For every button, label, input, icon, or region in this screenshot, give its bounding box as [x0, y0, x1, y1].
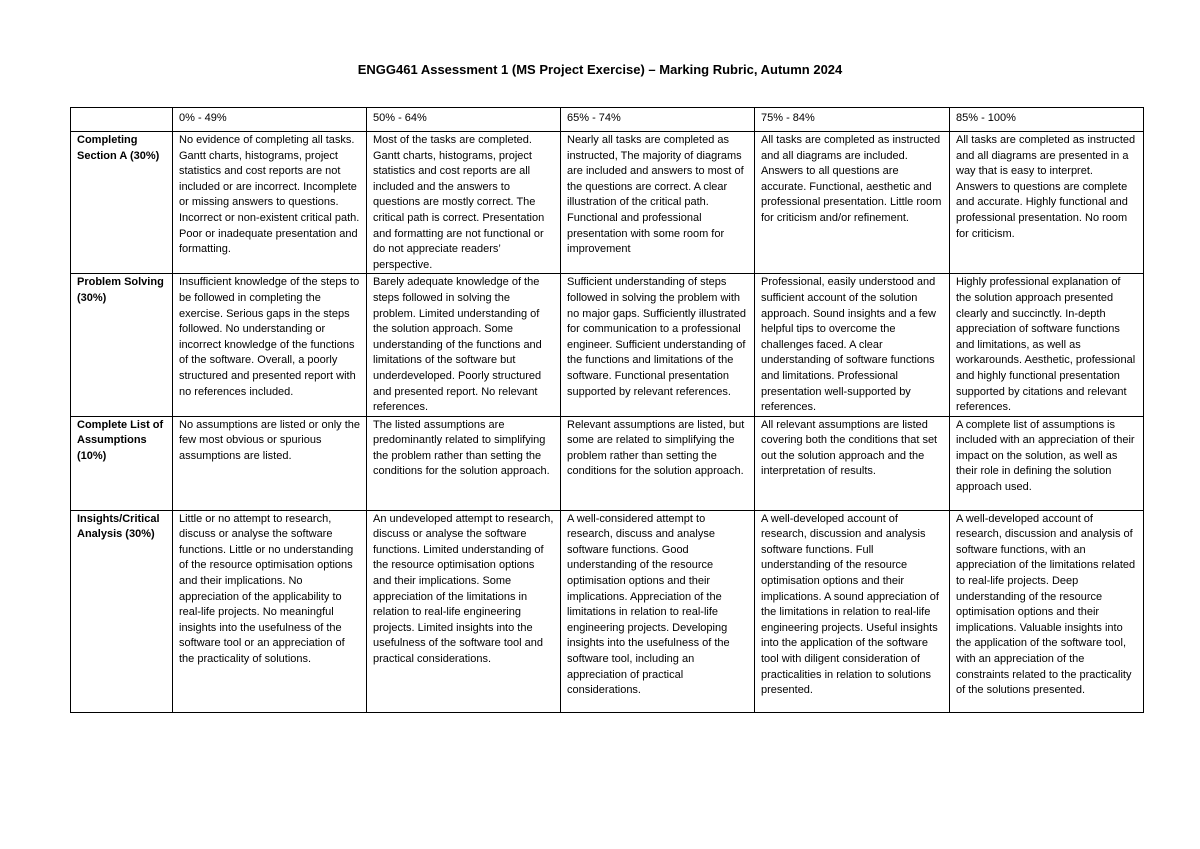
descriptor-cell: Sufficient understanding of steps followed in solving the problem with no major gaps. Sufficiently illustrated for communication to a professional engineer. Sufficient understanding of the functions and limitations of the software. Functional presentation supported by relevant references.: [561, 274, 755, 416]
criterion-cell: Complete List of Assumptions (10%): [71, 416, 173, 510]
descriptor-cell: An undeveloped attempt to research, discuss or analyse the software functions. Limited understanding of the resource optimisation options and their implications. Some appreciation of the limitations in relation to real-life engineering projects. Limited insights into the usefulness of the software tool and practical considerations.: [367, 510, 561, 712]
header-cell-65-74: 65% - 74%: [561, 108, 755, 132]
descriptor-cell: Highly professional explanation of the solution approach presented clearly and succinctly. In-depth appreciation of software functions and limitations, as well as workarounds. Aesthetic, professional and highly functional presentation supported by citations and relevant references.: [950, 274, 1144, 416]
table-row-insights-critical-analysis: [71, 510, 1144, 712]
descriptor-cell: All tasks are completed as instructed and all diagrams are presented in a way that is easy to interpret. Answers to questions are complete and accurate. Highly functional and professional presentation. No room for criticism.: [950, 132, 1144, 274]
header-cell-0-49: 0% - 49%: [173, 108, 367, 132]
header-row: [71, 108, 1144, 132]
criterion-cell: Insights/Critical Analysis (30%): [71, 510, 173, 712]
descriptor-cell: A well-considered attempt to research, discuss and analyse software functions. Good understanding of the resource optimisation options and their implications. Appreciation of the limitations in relation to real-life engineering projects. Developing insights into the usefulness of the software tool, including an appreciation of practical considerations.: [561, 510, 755, 712]
criterion-cell: Completing Section A (30%): [71, 132, 173, 274]
criterion-cell: Problem Solving (30%): [71, 274, 173, 416]
descriptor-cell: Most of the tasks are completed. Gantt charts, histograms, project statistics and cost reports are all included and the answers to questions are mostly correct. The critical path is correct. Presentation and formatting are not functional or do not appreciate readers’ perspective.: [367, 132, 561, 274]
document-title: ENGG461 Assessment 1 (MS Project Exercise) – Marking Rubric, Autumn 2024: [357, 62, 843, 77]
descriptor-cell: All relevant assumptions are listed covering both the conditions that set out the solution approach and the interpretation of results.: [755, 416, 950, 510]
descriptor-cell: Barely adequate knowledge of the steps followed in solving the problem. Limited understanding of the solution approach. Some understanding of the functions and limitations of the software but underdeveloped. Poorly structured and presented report. No relevant references.: [367, 274, 561, 416]
descriptor-cell: A complete list of assumptions is included with an appreciation of their impact on the solution, as well as their role in defining the solution approach used.: [950, 416, 1144, 510]
descriptor-cell: The listed assumptions are predominantly related to simplifying the problem rather than setting the conditions for the solution approach.: [367, 416, 561, 510]
header-cell-50-64: 50% - 64%: [367, 108, 561, 132]
descriptor-cell: All tasks are completed as instructed and all diagrams are included. Answers to all questions are accurate. Functional, aesthetic and professional presentation. Little room for criticism and/or refinement.: [755, 132, 950, 274]
descriptor-cell: No evidence of completing all tasks. Gantt charts, histograms, project statistics and cost reports are not included or are incorrect. Incomplete or missing answers to questions. Incorrect or non-existent critical path. Poor or inadequate presentation and formatting.: [173, 132, 367, 274]
marking-rubric-table: [70, 107, 1144, 713]
descriptor-cell: A well-developed account of research, discussion and analysis of software functions, with an appreciation of the limitations related to real-life projects. Deep understanding of the resource optimisation options and their implications. Valuable insights into the application of the software tool, with an appreciation of the constraints related to the practicality of the solutions presented.: [950, 510, 1144, 712]
descriptor-cell: Relevant assumptions are listed, but some are related to simplifying the problem rather than setting the conditions for the solution approach.: [561, 416, 755, 510]
descriptor-cell: Nearly all tasks are completed as instructed, The majority of diagrams are included and answers to most of the questions are correct. A clear illustration of the critical path. Functional and professional presentation with some room for improvement: [561, 132, 755, 274]
table-row-completing-section-a: [71, 132, 1144, 274]
descriptor-cell: No assumptions are listed or only the few most obvious or spurious assumptions are listed.: [173, 416, 367, 510]
header-cell-85-100: 85% - 100%: [950, 108, 1144, 132]
table-row-assumptions: [71, 416, 1144, 510]
descriptor-cell: Professional, easily understood and sufficient account of the solution approach. Sound insights and a few helpful tips to overcome the challenges faced. A clear understanding of software functions and limitations. Professional presentation well-supported by references.: [755, 274, 950, 416]
descriptor-cell: Little or no attempt to research, discuss or analyse the software functions. Little or no understanding of the resource optimisation options and their implications. No appreciation of the applicability to real-life projects. No meaningful insights into the usefulness of the software tool or an appreciation of the practicality of solutions.: [173, 510, 367, 712]
header-cell-75-84: 75% - 84%: [755, 108, 950, 132]
descriptor-cell: A well-developed account of research, discussion and analysis software functions. Full understanding of the resource optimisation options and their implications. A sound appreciation of the limitations in relation to real-life engineering projects. Useful insights into the application of the software tool with diligent consideration of practicalities in relation to solutions presented.: [755, 510, 950, 712]
table-row-problem-solving: [71, 274, 1144, 416]
header-cell-empty: [71, 108, 173, 132]
descriptor-cell: Insufficient knowledge of the steps to be followed in completing the exercise. Serious gaps in the steps followed. No understanding or incorrect knowledge of the functions of the software. Overall, a poorly structured and presented report with no references included.: [173, 274, 367, 416]
